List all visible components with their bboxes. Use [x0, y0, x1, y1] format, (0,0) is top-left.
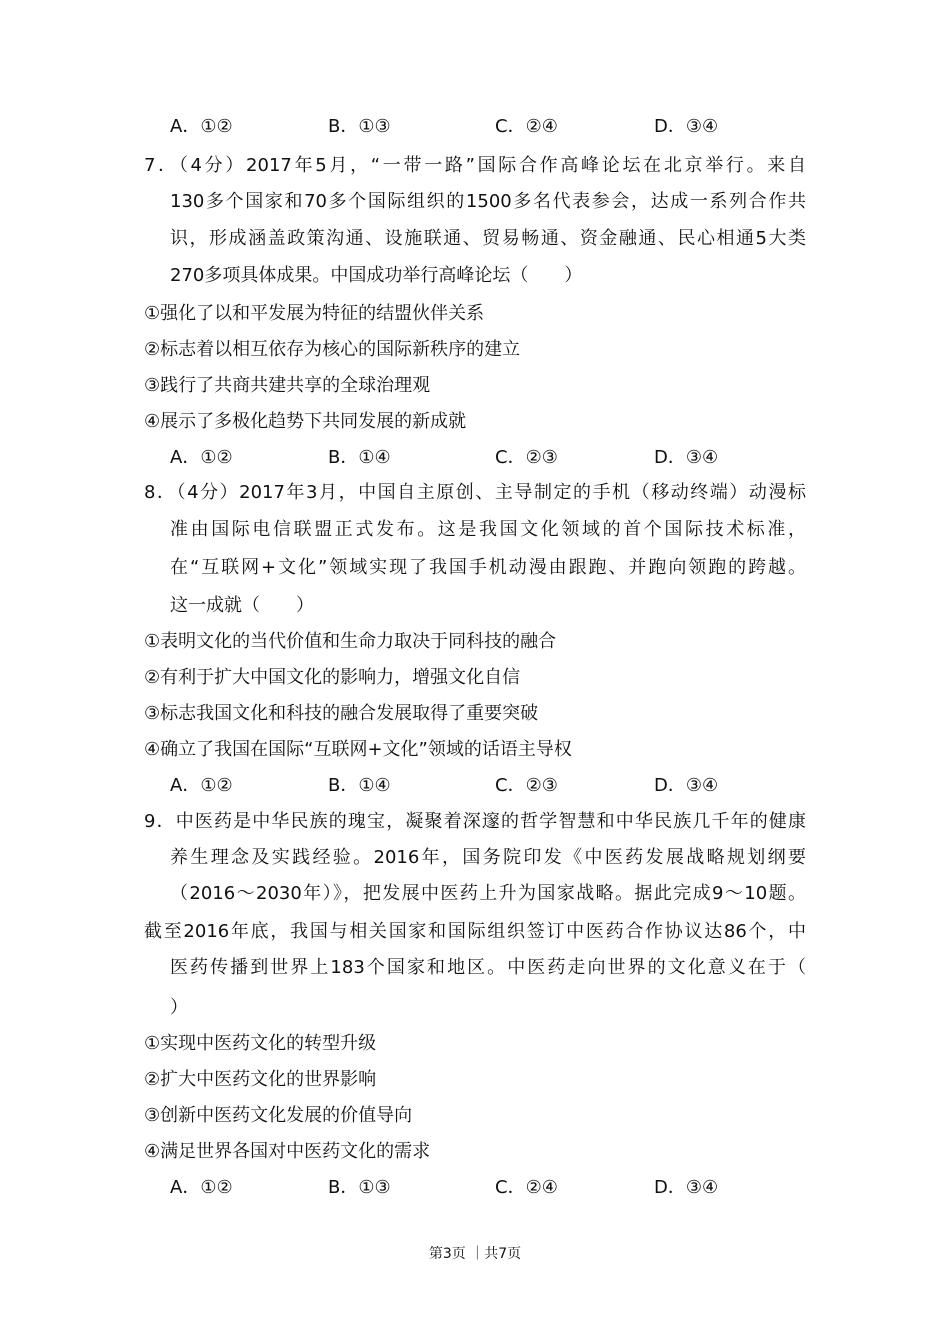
q7-option-b: B．①④ [328, 447, 391, 468]
q8-option-c: C．②③ [495, 775, 558, 796]
q7-item-1: ①强化了以和平发展为特征的结盟伙伴关系 [144, 303, 485, 324]
page-footer: 第3页 ｜共7页 [428, 1246, 522, 1262]
q8-stem-line: 准由国际电信联盟正式发布。这是我国文化领域的首个国际技术标准， [170, 519, 806, 540]
q8-item-2: ②有利于扩大中国文化的影响力，增强文化自信 [144, 667, 521, 688]
q8-item-1: ①表明文化的当代价值和生命力取决于同科技的融合 [144, 631, 557, 652]
q8-option-d: D．③④ [654, 775, 719, 796]
q9-option-d: D．③④ [654, 1177, 719, 1198]
q9-stem-line: 养生理念及实践经验。2016年，国务院印发《中医药发展战略规划纲要 [170, 847, 806, 868]
q7-stem-line: 130多个国家和70多个国际组织的1500多名代表参会，达成一系列合作共 [170, 191, 806, 212]
q7-option-a: A．①② [170, 447, 233, 468]
q8-stem-line: 这一成就（ ） [170, 595, 314, 616]
q7-option-c: C．②③ [495, 447, 558, 468]
q6-option-a: A．①② [170, 116, 233, 137]
q7-item-3: ③践行了共商共建共享的全球治理观 [144, 375, 431, 396]
q9-stem-line: ） [170, 997, 188, 1018]
q8-stem-line: 在“互联网+文化”领域实现了我国手机动漫由跟跑、并跑向领跑的跨越。 [170, 557, 806, 578]
q9-option-b: B．①③ [328, 1177, 391, 1198]
q9-stem-line: 截至2016年底，我国与相关国家和国际组织签订中医药合作协议达86个，中 [144, 921, 806, 942]
q9-stem-line: （2016～2030年）》，把发展中医药上升为国家战略。据此完成9～10题。 [170, 883, 806, 904]
q7-stem-line: 7．（4分）2017年5月，“一带一路”国际合作高峰论坛在北京举行。来自 [144, 155, 806, 176]
q9-item-1: ①实现中医药文化的转型升级 [144, 1033, 377, 1054]
q8-item-4: ④确立了我国在国际“互联网+文化”领域的话语主导权 [144, 739, 572, 760]
q9-item-2: ②扩大中医药文化的世界影响 [144, 1069, 377, 1090]
q7-stem-line: 识，形成涵盖政策沟通、设施联通、贸易畅通、资金融通、民心相通5大类 [170, 228, 806, 249]
q8-item-3: ③标志我国文化和科技的融合发展取得了重要突破 [144, 703, 539, 724]
q8-option-b: B．①④ [328, 775, 391, 796]
q8-option-a: A．①② [170, 775, 233, 796]
q7-item-2: ②标志着以相互依存为核心的国际新秩序的建立 [144, 339, 521, 360]
q9-stem-line: 9．中医药是中华民族的瑰宝，凝聚着深邃的哲学智慧和中华民族几千年的健康 [144, 811, 806, 832]
q9-stem-line: 医药传播到世界上183个国家和地区。中医药走向世界的文化意义在于（ [170, 957, 806, 978]
q6-option-d: D．③④ [654, 116, 719, 137]
q7-stem-line: 270多项具体成果。中国成功举行高峰论坛（ ） [170, 265, 583, 286]
q6-option-b: B．①③ [328, 116, 391, 137]
q9-option-a: A．①② [170, 1177, 233, 1198]
q9-item-4: ④满足世界各国对中医药文化的需求 [144, 1141, 431, 1162]
q8-stem-line: 8．（4分）2017年3月，中国自主原创、主导制定的手机（移动终端）动漫标 [144, 482, 806, 503]
q9-item-3: ③创新中医药文化发展的价值导向 [144, 1105, 413, 1126]
q7-item-4: ④展示了多极化趋势下共同发展的新成就 [144, 411, 467, 432]
q9-option-c: C．②④ [495, 1177, 558, 1198]
q6-option-c: C．②④ [495, 116, 558, 137]
q7-option-d: D．③④ [654, 447, 719, 468]
